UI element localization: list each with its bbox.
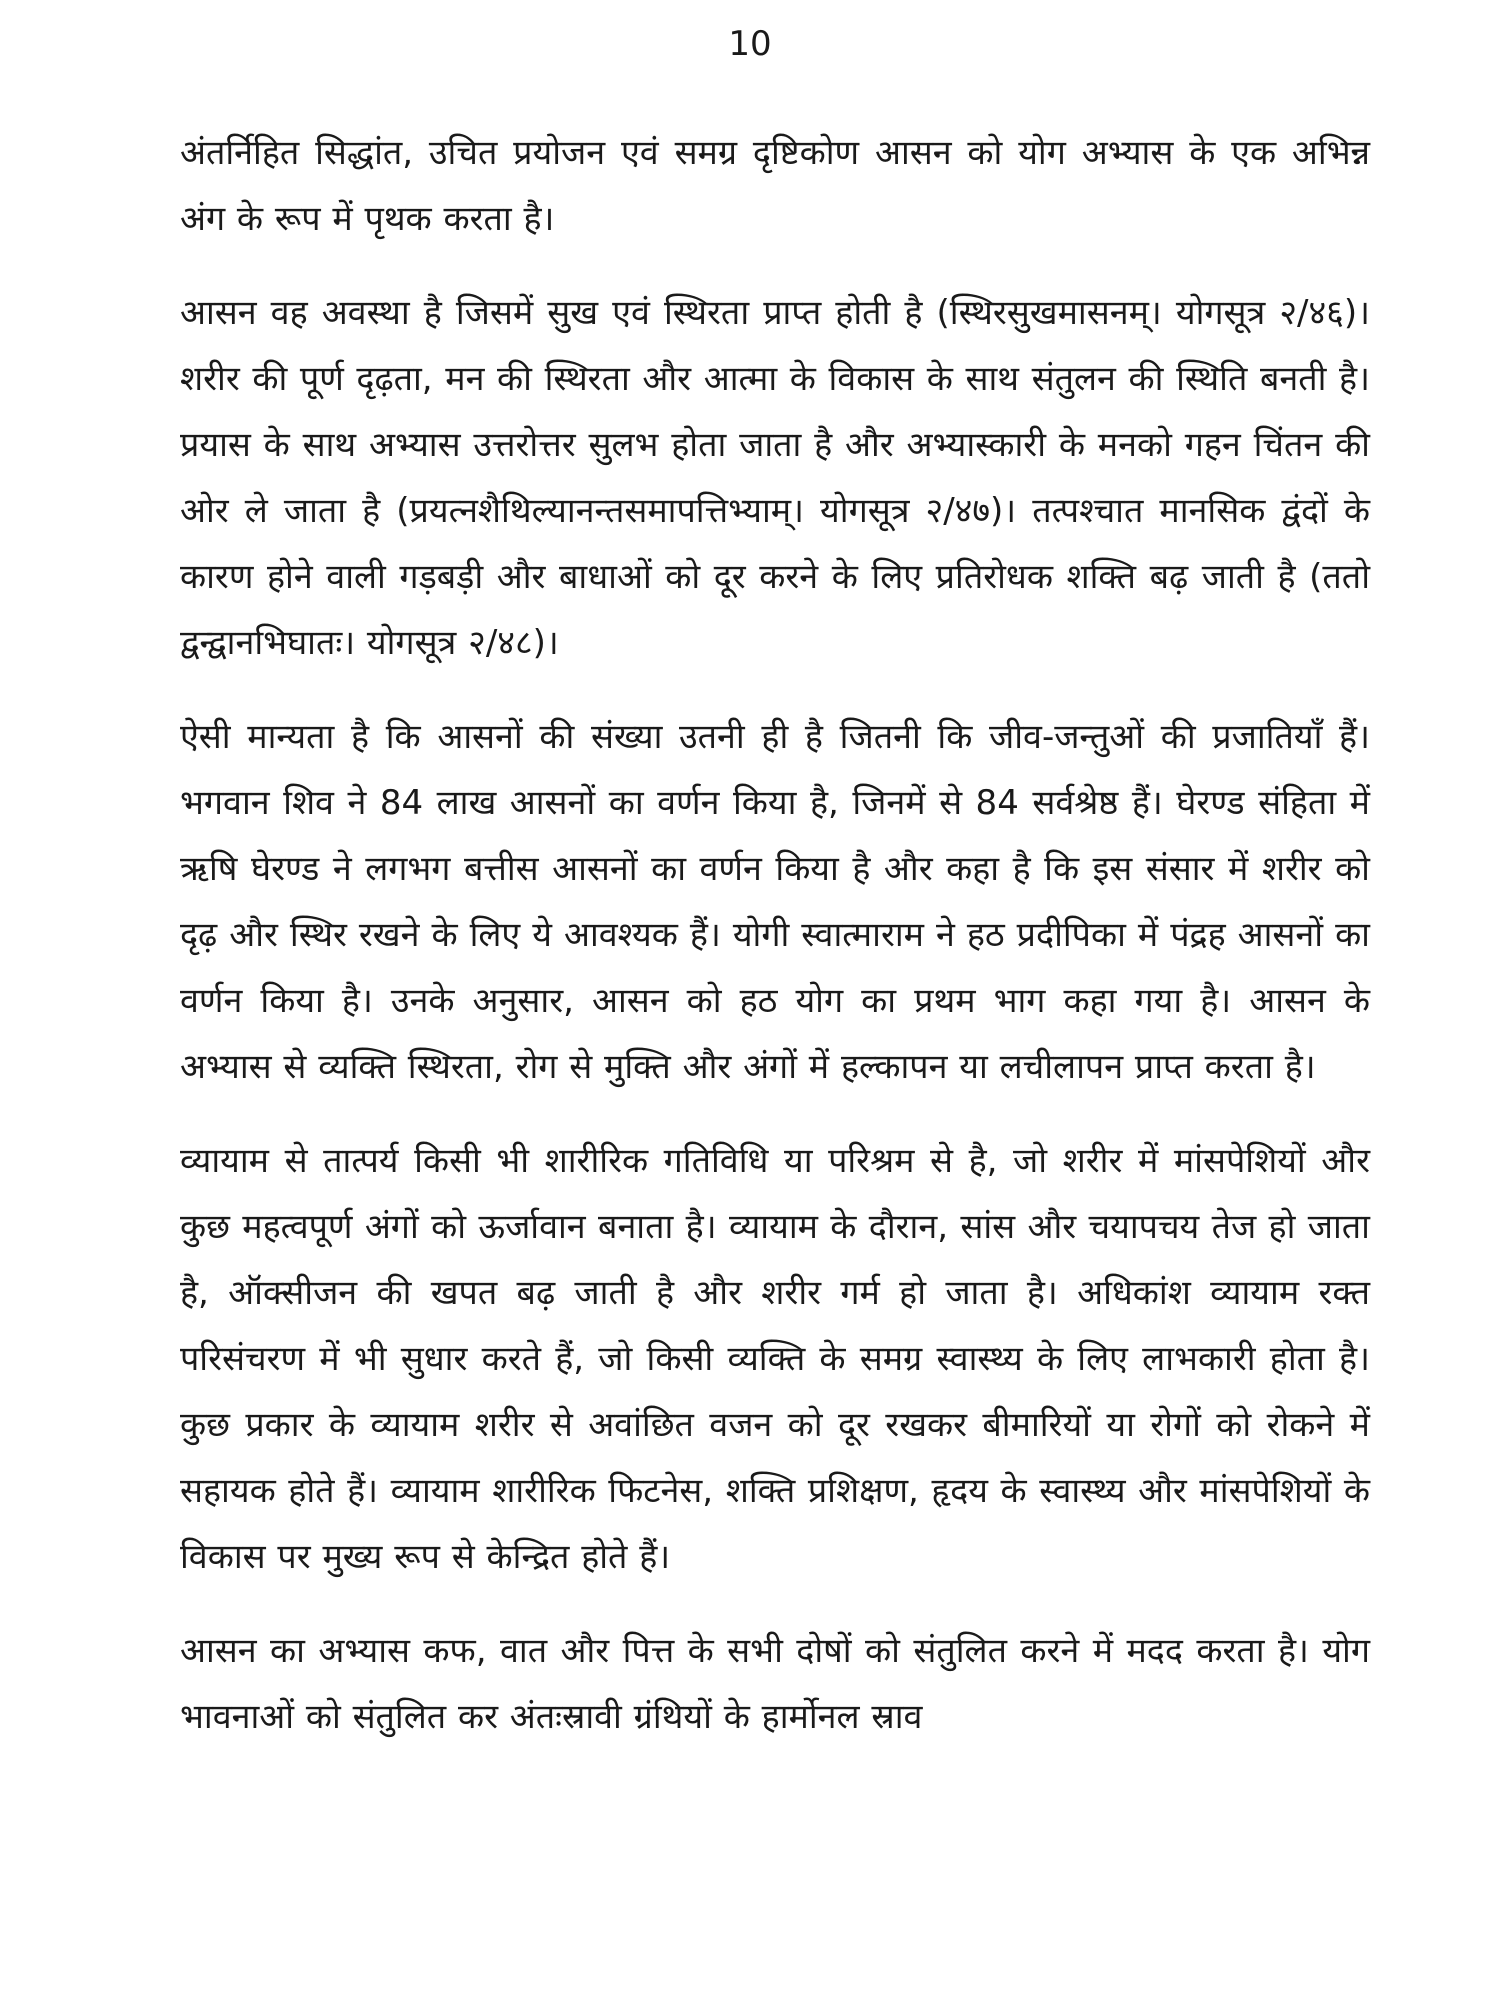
page-number: 10 [728, 24, 772, 64]
paragraph-5: आसन का अभ्यास कफ, वात और पित्त के सभी दोषों को संतुलित करने में मदद करता है। योग भावनाओं को संतुलित कर अंतःस्रावी ग्रंथियों के हार्मोनल स्राव [180, 1631, 1370, 1737]
paragraph-3: ऐसी मान्यता है कि आसनों की संख्या उतनी ही है जितनी कि जीव-जन्तुओं की प्रजातियाँ हैं। भगवान शिव ने 84 लाख आसनों का वर्णन किया है, जिनमें से 84 सर्वश्रेष्ठ हैं। घेरण्ड संहिता में ऋषि घेरण्ड ने लगभग बत्तीस आसनों का वर्णन किया है और कहा है कि इस संसार में शरीर को दृढ़ और स्थिर रखने के लिए ये आवश्यक हैं। योगी स्वात्माराम ने हठ प्रदीपिका में पंद्रह आसनों का वर्णन किया है। उनके अनुसार, आसन को हठ योग का प्रथम भाग कहा गया है। आसन के अभ्यास से व्यक्ति स्थिरता, रोग से मुक्ति और अंगों में हल्कापन या लचीलापन प्राप्त करता है। [180, 717, 1370, 1087]
paragraph-1: अंतर्निहित सिद्धांत, उचित प्रयोजन एवं समग्र दृष्टिकोण आसन को योग अभ्यास के एक अभिन्न अंग के रूप में पृथक करता है। [180, 133, 1370, 239]
body-text [180, 120, 1370, 1778]
paragraph-2: आसन वह अवस्था है जिसमें सुख एवं स्थिरता प्राप्त होती है (स्थिरसुखमासनम्। योगसूत्र २/४६)। शरीर की पूर्ण दृढ़ता, मन की स्थिरता और आत्मा के विकास के साथ संतुलन की स्थिति बनती है। प्रयास के साथ अभ्यास उत्तरोत्तर सुलभ होता जाता है और अभ्यास्कारी के मनको गहन चिंतन की ओर ले जाता है (प्रयत्नशैथिल्यानन्तसमापत्तिभ्याम्। योगसूत्र २/४७)। तत्पश्चात मानसिक द्वंदों के कारण होने वाली गड़बड़ी और बाधाओं को दूर करने के लिए प्रतिरोधक शक्ति बढ़ जाती है (ततो द्वन्द्वानभिघातः। योगसूत्र २/४८)। [180, 293, 1370, 663]
paragraph-4: व्यायाम से तात्पर्य किसी भी शारीरिक गतिविधि या परिश्रम से है, जो शरीर में मांसपेशियों और कुछ महत्वपूर्ण अंगों को ऊर्जावान बनाता है। व्यायाम के दौरान, सांस और चयापचय तेज हो जाता है, ऑक्सीजन की खपत बढ़ जाती है और शरीर गर्म हो जाता है। अधिकांश व्यायाम रक्त परिसंचरण में भी सुधार करते हैं, जो किसी व्यक्ति के समग्र स्वास्थ्य के लिए लाभकारी होता है। कुछ प्रकार के व्यायाम शरीर से अवांछित वजन को दूर रखकर बीमारियों या रोगों को रोकने में सहायक होते हैं। व्यायाम शारीरिक फिटनेस, शक्ति प्रशिक्षण, हृदय के स्वास्थ्य और मांसपेशियों के विकास पर मुख्य रूप से केन्द्रित होते हैं। [180, 1141, 1370, 1577]
